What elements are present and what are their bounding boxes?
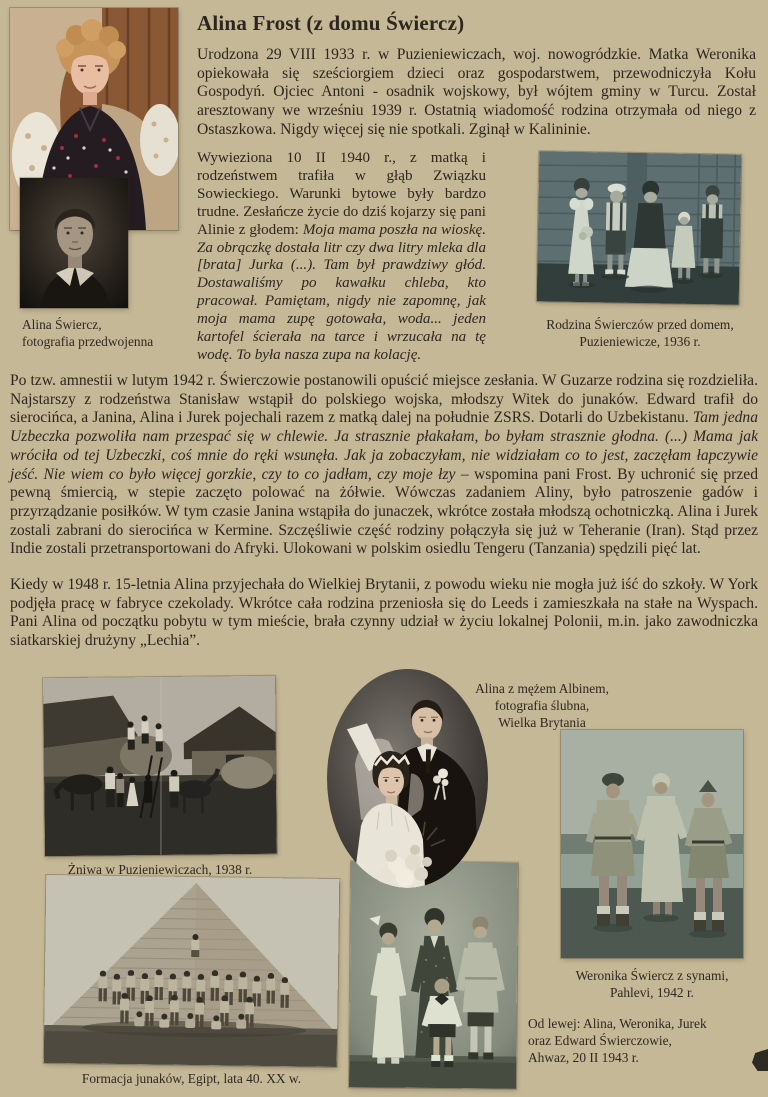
photo-weronika-with-sons [561,730,743,958]
paragraph-deportation-quote: Moja mama poszła na wioskę. Za obrączkę dostała litr czy dwa litry mleka dla [brata] Jurka (...). Tam był prawdziwy głód. Dostawaliśmy po kawałku chleba, kto pracował. Pamiętam, nigdy nie zapomnę, jak moja mama zupę gotowała, woda... jeden kartofel ścierała na tarce i wrzucała na tę wodę. To była nasza zupa na kolację. [197,221,486,363]
caption-line: oraz Edward Świerczowie, [528,1033,672,1048]
photo-family-before-house [537,151,742,305]
caption-line: Rodzina Świerczów przed domem, [546,317,734,332]
paragraph-amnesty-lead: Po tzw. amnestii w lutym 1942 r. Świerczowie postanowili opuścić miejsce zesłania. W Guzarze rodzina się rozdzieliła. Najstarszy z rodzeństwa Stanisław wstąpił do polskiego wojska, młodszy Witek do junaków. Edward trafił do sierocińca, a Janina, Alina i Jurek pojechali razem z matką dalej na południe ZSRS. Dotarli do Uzbekistanu. [10,372,758,427]
caption-ahwaz-photo [528,1015,756,1066]
weronika-illustration [561,730,743,958]
paragraph-amnesty-quote: Tam jedna Uzbeczka pozwoliła nam przespać się w chlewie. Ja strasznie płakałam, bo byłam strasznie głodna. (...) Mama jak wróciła od tej Uzbeczki, coś mnie do ręki wsunęła. Jak ja zobaczyłam, nie widziałam co to jest, zaczęłam łapczywie jeść. Nie wiem co było więcej gorzkie, czy to co jadłam, czy moje łzy – [10,409,759,483]
photo-family-ahwaz [349,861,518,1088]
paragraph-amnesty-tail: wspomina pani Frost. By uchronić się przed pewną śmiercią, w stepie zaczęto polować na żółwie. Wówczas zadaniem Aliny, było patroszenie gadów i przyrządzanie posiłków. W tym czasie Janina wstąpiła do junaczek, wkrótce została młodszą ochotniczką. Alina i Jurek zostali zabrani do sierocińca w Kermine. Szczęśliwie część rodziny połączyła się już w Teheranie (Iran). Stąd przez Indie zostali przetransportowani do Afryki. Ulokowani w polskim osiedlu Tengeru (Tanzania) spędzili pięć lat. [10,465,758,558]
caption-harvest-photo: Żniwa w Puzieniewiczach, 1938 r. [67,862,253,877]
caption-line: Weronika Świercz z synami, [575,968,729,983]
prewar-portrait-illustration [20,178,128,308]
ahwaz-family-illustration [349,861,518,1088]
harvest-illustration [43,676,277,856]
photo-junak-formation [44,875,340,1067]
caption-line: Puzieniewicze, 1936 r. [579,334,701,349]
photo-harvest [43,676,277,856]
paragraph-amnesty [10,372,758,559]
caption-line: fotografia ślubna, [494,698,590,713]
caption-line: Od lewej: Alina, Weronika, Jurek [528,1016,707,1031]
pyramid-illustration [44,875,340,1067]
caption-line: Alina z mężem Albinem, [475,681,609,696]
caption-prewar-photo [22,316,212,350]
page-title: Alina Frost (z domu Świercz) [197,11,465,35]
family-house-illustration [537,151,742,305]
caption-line: Wielka Brytania [498,715,586,730]
caption-line: Ahwaz, 20 II 1943 r. [528,1050,639,1065]
paragraph-britain: Kiedy w 1948 r. 15-letnia Alina przyjechała do Wielkiej Brytanii, z powodu wieku nie mogła już iść do szkoły. W York podjęła pracę w fabryce czekolady. Wkrótce cała rodzina przeniosła się do Leeds i zamieszkała na stałe na Wyspach. Pani Alina od początku pobytu w tym mieście, brała czynny udział w życiu lokalnej Polonii, m.in. jako zawodniczka siatkarskiej drużyny „Lechia”. [10,576,758,650]
caption-wedding-photo [452,680,632,731]
paragraph-deportation [197,150,486,365]
caption-family-house-photo [532,316,748,350]
caption-junak-photo: Formacja junaków, Egipt, lata 40. XX w. [81,1071,302,1086]
caption-weronika-photo [543,967,761,1001]
paragraph-deportation-lead: Wywieziona 10 II 1940 r., z matką i rodzeństwem trafiła w głąb Związku Sowieckiego. Warunki bytowe były bardzo trudne. Zesłańcze życie do dziś kojarzy się pani Alinie z głodem: [197,150,486,238]
caption-line: fotografia przedwojenna [22,334,154,349]
caption-line: Pahlevi, 1942 r. [609,985,695,1000]
caption-line: Alina Świercz, [22,317,102,332]
paragraph-birth: Urodzona 29 VIII 1933 r. w Puzieniewiczach, woj. nowogródzkie. Matka Weronika opiekowała się sześciorgiem dzieci oraz gospodarstwem, przewodniczyła Kołu Gospodyń. Ojciec Antoni - osadnik wojskowy, był wójtem gminy w Turcu. Został aresztowany we wrześniu 1939 r. Ostatnią wiadomość rodzina otrzymała od niego z Ostaszkowa. Nigdy więcej się nie spotkali. Zginął w Kalininie. [197,46,756,138]
photo-alina-prewar-portrait [20,178,128,308]
